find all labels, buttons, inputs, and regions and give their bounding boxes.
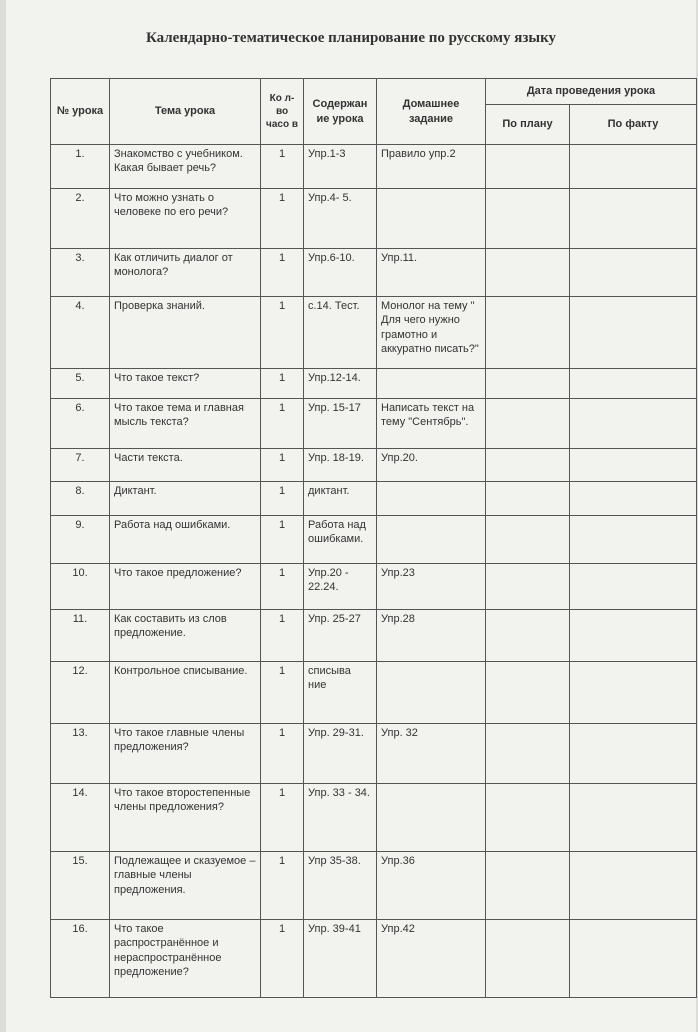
lesson-content: Упр.12-14. bbox=[304, 369, 377, 399]
lesson-topic: Как составить из слов предложение. bbox=[110, 610, 261, 662]
table-row bbox=[51, 724, 697, 784]
lesson-homework: Упр.20. bbox=[377, 449, 486, 482]
lesson-topic: Диктант. bbox=[110, 482, 261, 516]
table-row bbox=[51, 920, 697, 998]
date-fact-cell bbox=[570, 449, 697, 482]
date-plan-cell bbox=[486, 610, 570, 662]
lesson-homework bbox=[377, 662, 486, 724]
lesson-hours: 1 bbox=[261, 662, 304, 724]
lesson-content: Упр. 25-27 bbox=[304, 610, 377, 662]
table-row bbox=[51, 369, 697, 399]
lesson-number: 13. bbox=[51, 724, 110, 784]
lesson-homework bbox=[377, 369, 486, 399]
date-plan-cell bbox=[486, 297, 570, 369]
lesson-number: 1. bbox=[51, 145, 110, 189]
date-plan-cell bbox=[486, 399, 570, 449]
lesson-topic: Что такое предложение? bbox=[110, 564, 261, 610]
header-hours: Ко л-во часо в bbox=[261, 79, 304, 145]
date-plan-cell bbox=[486, 449, 570, 482]
date-fact-cell bbox=[570, 724, 697, 784]
header-plan: По плану bbox=[486, 105, 570, 145]
lesson-number: 11. bbox=[51, 610, 110, 662]
date-fact-cell bbox=[570, 784, 697, 852]
table-row bbox=[51, 564, 697, 610]
lesson-hours: 1 bbox=[261, 399, 304, 449]
lesson-number: 16. bbox=[51, 920, 110, 998]
table-row bbox=[51, 145, 697, 189]
lesson-number: 3. bbox=[51, 249, 110, 297]
table-row bbox=[51, 399, 697, 449]
lesson-homework: Упр.11. bbox=[377, 249, 486, 297]
lesson-content: Упр.6-10. bbox=[304, 249, 377, 297]
date-plan-cell bbox=[486, 564, 570, 610]
lesson-content: списыва ние bbox=[304, 662, 377, 724]
date-fact-cell bbox=[570, 564, 697, 610]
lesson-content: Упр.1-3 bbox=[304, 145, 377, 189]
lesson-number: 9. bbox=[51, 516, 110, 564]
date-fact-cell bbox=[570, 516, 697, 564]
lesson-hours: 1 bbox=[261, 482, 304, 516]
lesson-number: 4. bbox=[51, 297, 110, 369]
header-topic: Тема урока bbox=[110, 79, 261, 145]
lesson-homework: Монолог на тему " Для чего нужно грамотно и аккуратно писать?" bbox=[377, 297, 486, 369]
date-plan-cell bbox=[486, 189, 570, 249]
lesson-number: 10. bbox=[51, 564, 110, 610]
lesson-homework bbox=[377, 516, 486, 564]
lesson-topic: Что можно узнать о человеке по его речи? bbox=[110, 189, 261, 249]
lesson-topic: Что такое главные члены предложения? bbox=[110, 724, 261, 784]
lesson-number: 6. bbox=[51, 399, 110, 449]
date-plan-cell bbox=[486, 724, 570, 784]
header-num: № урока bbox=[51, 79, 110, 145]
lesson-hours: 1 bbox=[261, 145, 304, 189]
date-fact-cell bbox=[570, 610, 697, 662]
lesson-number: 5. bbox=[51, 369, 110, 399]
table-row bbox=[51, 662, 697, 724]
date-plan-cell bbox=[486, 145, 570, 189]
date-fact-cell bbox=[570, 852, 697, 920]
header-fact: По факту bbox=[570, 105, 697, 145]
lesson-hours: 1 bbox=[261, 297, 304, 369]
lesson-homework: Написать текст на тему "Сентябрь". bbox=[377, 399, 486, 449]
date-plan-cell bbox=[486, 249, 570, 297]
lesson-hours: 1 bbox=[261, 610, 304, 662]
date-fact-cell bbox=[570, 399, 697, 449]
lesson-number: 8. bbox=[51, 482, 110, 516]
lesson-topic: Что такое тема и главная мысль текста? bbox=[110, 399, 261, 449]
lesson-hours: 1 bbox=[261, 516, 304, 564]
date-plan-cell bbox=[486, 852, 570, 920]
header-row bbox=[51, 79, 697, 105]
header-content: Содержан ие урока bbox=[304, 79, 377, 145]
lesson-number: 14. bbox=[51, 784, 110, 852]
table-row bbox=[51, 482, 697, 516]
date-fact-cell bbox=[570, 482, 697, 516]
date-plan-cell bbox=[486, 369, 570, 399]
table-row bbox=[51, 189, 697, 249]
lesson-content: Упр. 18-19. bbox=[304, 449, 377, 482]
lesson-content: Упр. 29-31. bbox=[304, 724, 377, 784]
lesson-content: Упр. 15-17 bbox=[304, 399, 377, 449]
paper-sheet bbox=[6, 0, 696, 1032]
lesson-hours: 1 bbox=[261, 852, 304, 920]
date-fact-cell bbox=[570, 145, 697, 189]
lesson-number: 15. bbox=[51, 852, 110, 920]
lesson-content: Работа над ошибками. bbox=[304, 516, 377, 564]
document-title: Календарно-тематическое планирование по русскому языку bbox=[145, 30, 557, 46]
lesson-content: Упр.20 - 22.24. bbox=[304, 564, 377, 610]
lesson-hours: 1 bbox=[261, 564, 304, 610]
lesson-number: 2. bbox=[51, 189, 110, 249]
lesson-homework: Упр.23 bbox=[377, 564, 486, 610]
lesson-number: 12. bbox=[51, 662, 110, 724]
table-row bbox=[51, 610, 697, 662]
lesson-content: с.14. Тест. bbox=[304, 297, 377, 369]
lesson-homework: Упр. 32 bbox=[377, 724, 486, 784]
lesson-hours: 1 bbox=[261, 249, 304, 297]
lesson-topic: Части текста. bbox=[110, 449, 261, 482]
date-plan-cell bbox=[486, 784, 570, 852]
lesson-hours: 1 bbox=[261, 369, 304, 399]
lesson-hours: 1 bbox=[261, 784, 304, 852]
lesson-topic: Знакомство с учебником. Какая бывает речь? bbox=[110, 145, 261, 189]
lesson-hours: 1 bbox=[261, 724, 304, 784]
lesson-content: Упр 35-38. bbox=[304, 852, 377, 920]
date-plan-cell bbox=[486, 482, 570, 516]
lesson-topic: Подлежащее и сказуемое – главные члены предложения. bbox=[110, 852, 261, 920]
lesson-homework bbox=[377, 482, 486, 516]
lesson-topic: Что такое текст? bbox=[110, 369, 261, 399]
date-fact-cell bbox=[570, 189, 697, 249]
date-fact-cell bbox=[570, 920, 697, 998]
lesson-hours: 1 bbox=[261, 189, 304, 249]
lesson-content: Упр. 39-41 bbox=[304, 920, 377, 998]
lesson-homework bbox=[377, 784, 486, 852]
date-fact-cell bbox=[570, 662, 697, 724]
lesson-homework: Упр.42 bbox=[377, 920, 486, 998]
lesson-hours: 1 bbox=[261, 449, 304, 482]
date-fact-cell bbox=[570, 297, 697, 369]
lesson-topic: Работа над ошибками. bbox=[110, 516, 261, 564]
table-row bbox=[51, 249, 697, 297]
lesson-topic: Контрольное списывание. bbox=[110, 662, 261, 724]
header-date: Дата проведения урока bbox=[486, 79, 697, 105]
lesson-plan-table bbox=[50, 78, 697, 998]
table-row bbox=[51, 784, 697, 852]
lesson-topic: Проверка знаний. bbox=[110, 297, 261, 369]
lesson-content: Упр. 33 - 34. bbox=[304, 784, 377, 852]
lesson-hours: 1 bbox=[261, 920, 304, 998]
lesson-homework bbox=[377, 189, 486, 249]
date-plan-cell bbox=[486, 516, 570, 564]
header-homework: Домашнее задание bbox=[377, 79, 486, 145]
lesson-homework: Правило упр.2 bbox=[377, 145, 486, 189]
lesson-homework: Упр.28 bbox=[377, 610, 486, 662]
lesson-topic: Что такое распространённое и нераспространённое предложение? bbox=[110, 920, 261, 998]
lesson-number: 7. bbox=[51, 449, 110, 482]
table-row bbox=[51, 852, 697, 920]
lesson-content: диктант. bbox=[304, 482, 377, 516]
date-fact-cell bbox=[570, 249, 697, 297]
table-row bbox=[51, 449, 697, 482]
table-row bbox=[51, 297, 697, 369]
date-fact-cell bbox=[570, 369, 697, 399]
date-plan-cell bbox=[486, 920, 570, 998]
lesson-homework: Упр.36 bbox=[377, 852, 486, 920]
lesson-topic: Что такое второстепенные члены предложения? bbox=[110, 784, 261, 852]
lesson-topic: Как отличить диалог от монолога? bbox=[110, 249, 261, 297]
table-row bbox=[51, 516, 697, 564]
lesson-content: Упр.4- 5. bbox=[304, 189, 377, 249]
date-plan-cell bbox=[486, 662, 570, 724]
